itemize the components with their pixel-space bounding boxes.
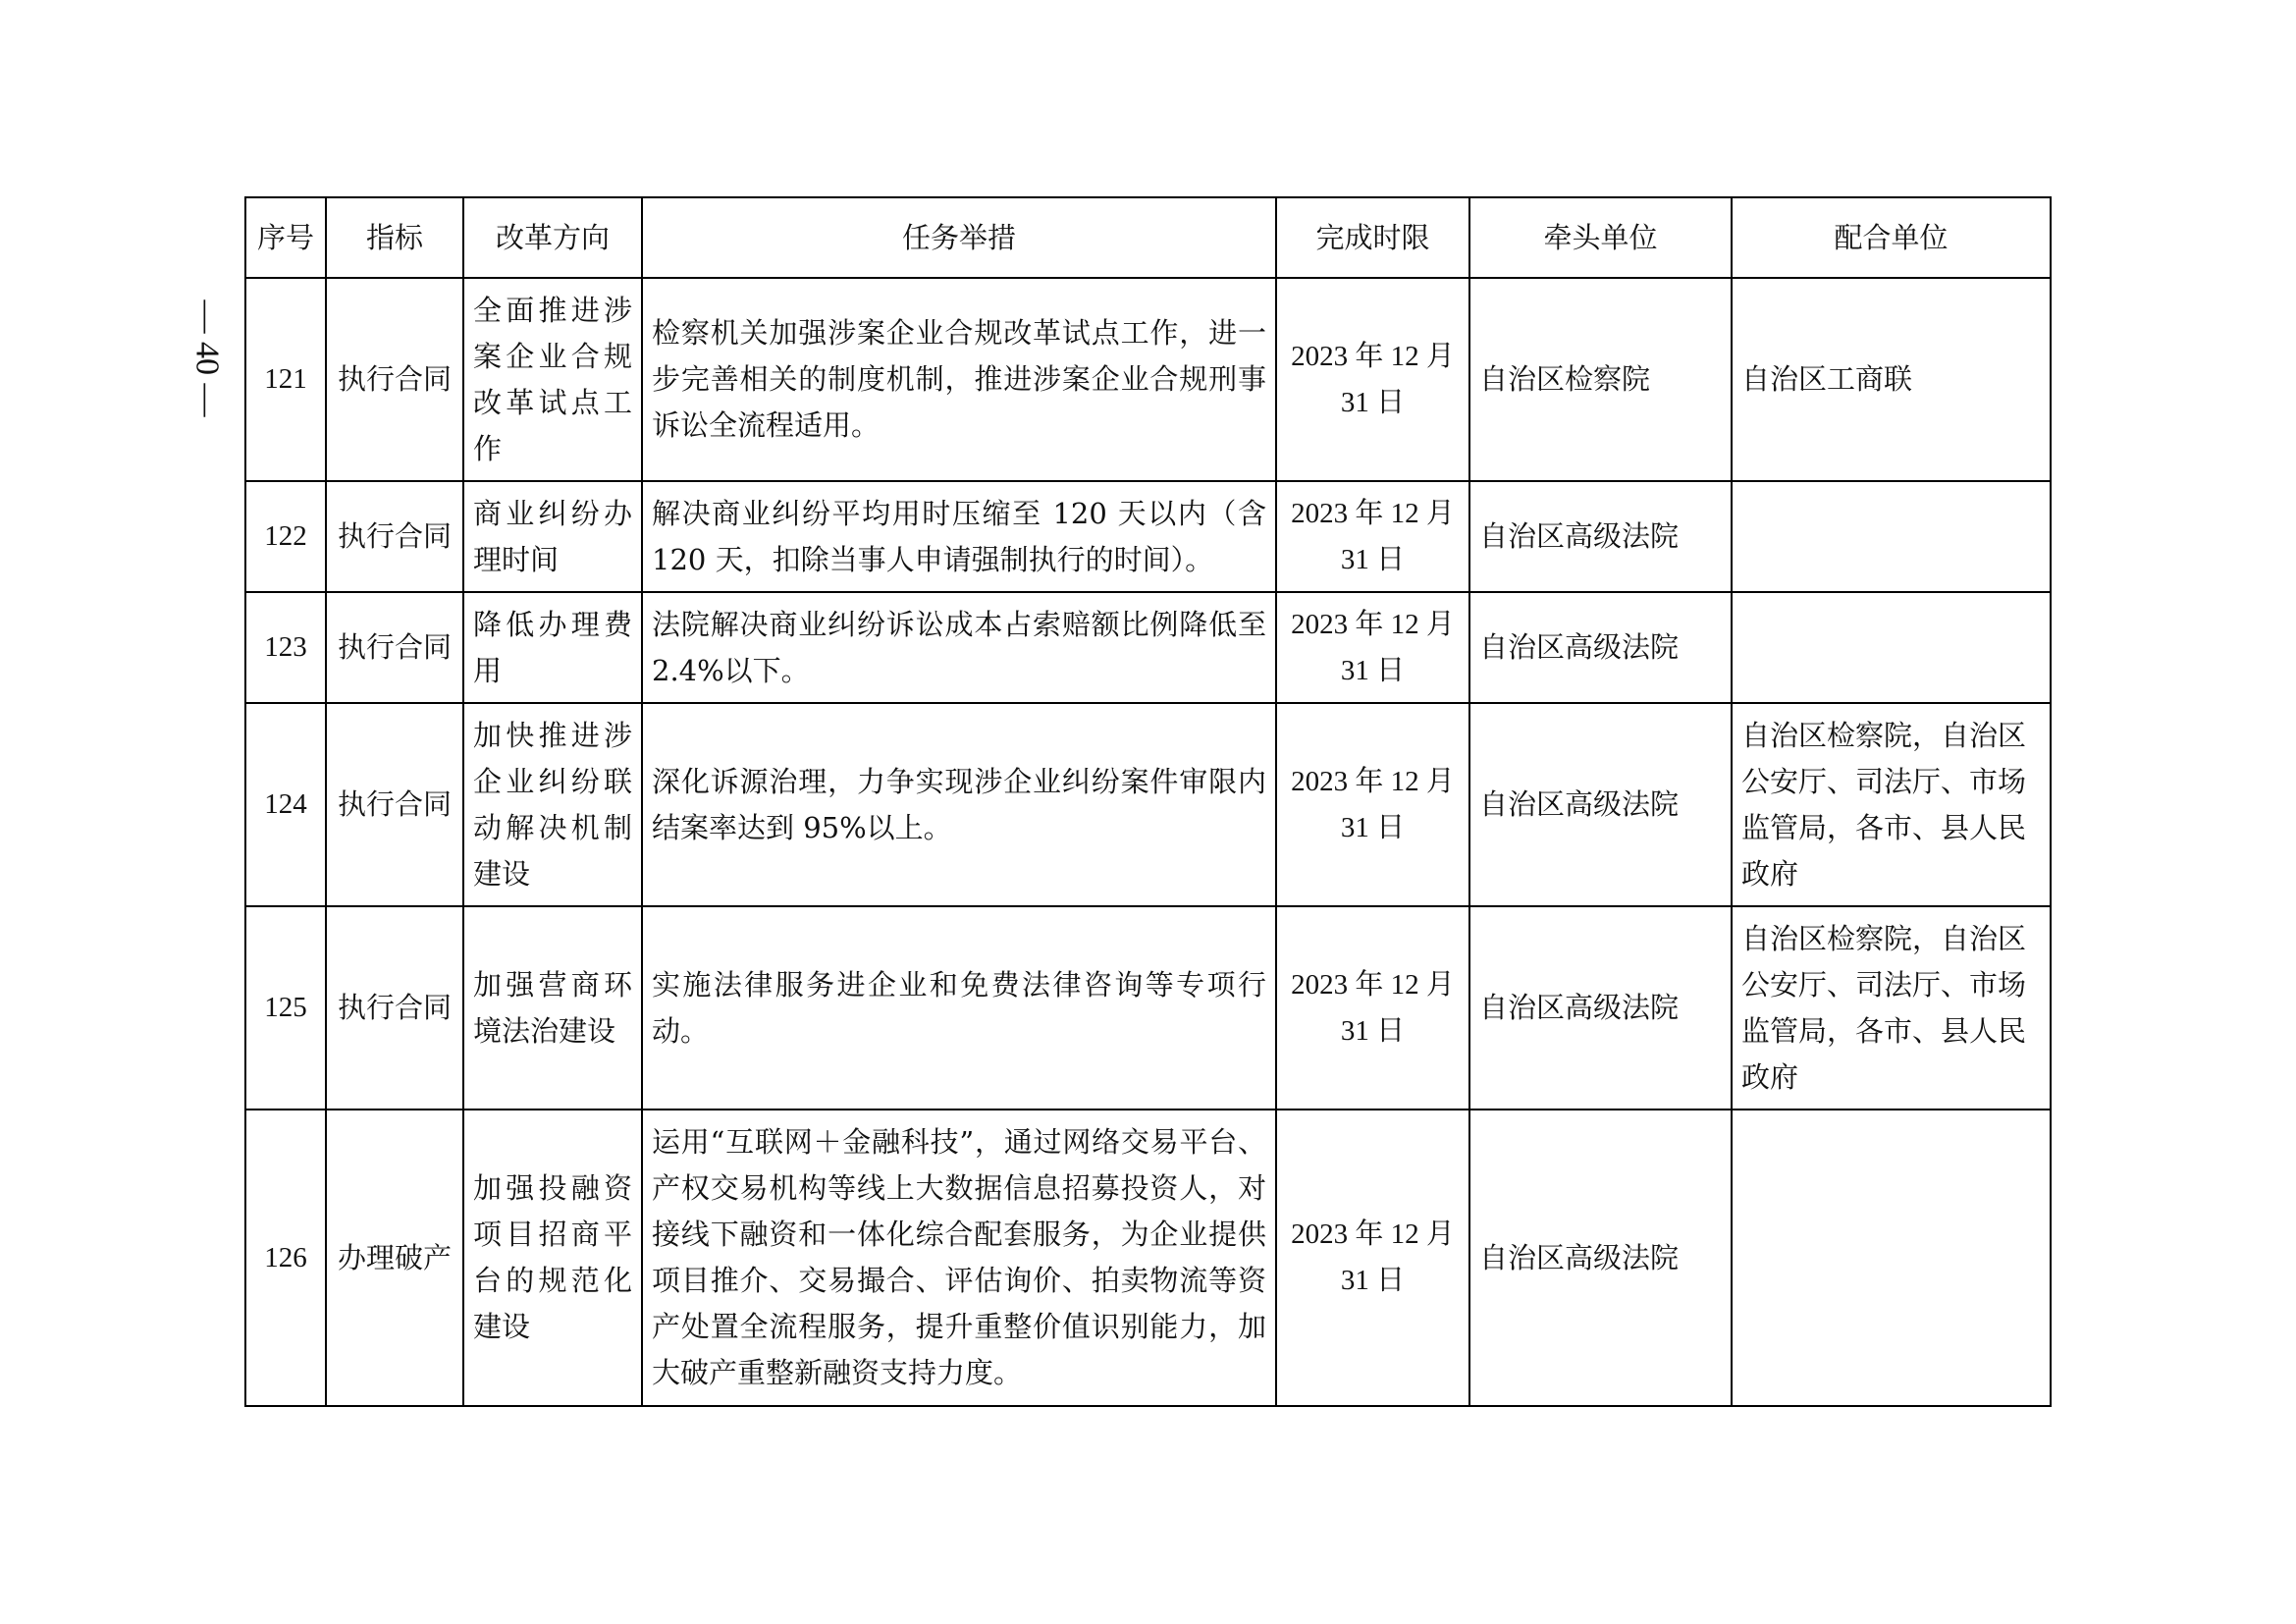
table-row (245, 592, 2051, 703)
cell-task: 检察机关加强涉案企业合规改革试点工作，进一步完善相关的制度机制，推进涉案企业合规刑事诉讼全流程适用。 (642, 278, 1276, 481)
header-cooperate: 配合单位 (1732, 197, 2051, 278)
cell-num: 126 (245, 1110, 326, 1406)
header-lead: 牵头单位 (1469, 197, 1732, 278)
cell-indicator: 执行合同 (326, 906, 463, 1110)
cell-lead: 自治区高级法院 (1469, 592, 1732, 703)
cell-direction: 全面推进涉案企业合规改革试点工作 (463, 278, 642, 481)
table-row (245, 703, 2051, 906)
table-header-row (245, 197, 2051, 278)
cell-num: 123 (245, 592, 326, 703)
cell-cooperate (1732, 592, 2051, 703)
cell-cooperate: 自治区工商联 (1732, 278, 2051, 481)
cell-cooperate (1732, 1110, 2051, 1406)
cell-task: 实施法律服务进企业和免费法律咨询等专项行动。 (642, 906, 1276, 1110)
cell-lead: 自治区高级法院 (1469, 481, 1732, 592)
cell-num: 122 (245, 481, 326, 592)
cell-deadline: 2023 年 12 月 31 日 (1276, 1110, 1469, 1406)
table-row (245, 278, 2051, 481)
cell-indicator: 执行合同 (326, 481, 463, 592)
page-number-text: — 40 — (188, 299, 225, 417)
cell-direction: 加强营商环境法治建设 (463, 906, 642, 1110)
page-number (177, 295, 236, 422)
cell-task: 法院解决商业纠纷诉讼成本占索赔额比例降低至 2.4%以下。 (642, 592, 1276, 703)
cell-lead: 自治区高级法院 (1469, 703, 1732, 906)
cell-indicator: 办理破产 (326, 1110, 463, 1406)
cell-direction: 加强投融资项目招商平台的规范化建设 (463, 1110, 642, 1406)
cell-task: 深化诉源治理，力争实现涉企业纠纷案件审限内结案率达到 95%以上。 (642, 703, 1276, 906)
cell-direction: 降低办理费用 (463, 592, 642, 703)
cell-lead: 自治区高级法院 (1469, 1110, 1732, 1406)
header-deadline: 完成时限 (1276, 197, 1469, 278)
cell-direction: 加快推进涉企业纠纷联动解决机制建设 (463, 703, 642, 906)
header-direction: 改革方向 (463, 197, 642, 278)
table-row (245, 1110, 2051, 1406)
cell-num: 125 (245, 906, 326, 1110)
cell-direction: 商业纠纷办理时间 (463, 481, 642, 592)
cell-cooperate: 自治区检察院，自治区公安厅、司法厅、市场监管局，各市、县人民政府 (1732, 906, 2051, 1110)
cell-num: 121 (245, 278, 326, 481)
cell-cooperate (1732, 481, 2051, 592)
reform-task-table (244, 196, 2052, 1407)
cell-indicator: 执行合同 (326, 592, 463, 703)
table-row (245, 481, 2051, 592)
cell-lead: 自治区检察院 (1469, 278, 1732, 481)
cell-deadline: 2023 年 12 月 31 日 (1276, 481, 1469, 592)
cell-deadline: 2023 年 12 月 31 日 (1276, 278, 1469, 481)
header-task: 任务举措 (642, 197, 1276, 278)
cell-cooperate: 自治区检察院，自治区公安厅、司法厅、市场监管局，各市、县人民政府 (1732, 703, 2051, 906)
cell-deadline: 2023 年 12 月 31 日 (1276, 592, 1469, 703)
cell-task: 运用“互联网＋金融科技”，通过网络交易平台、产权交易机构等线上大数据信息招募投资人，对接线下融资和一体化综合配套服务，为企业提供项目推介、交易撮合、评估询价、拍卖物流等资产处置全流程服务，提升重整价值识别能力，加大破产重整新融资支持力度。 (642, 1110, 1276, 1406)
cell-indicator: 执行合同 (326, 703, 463, 906)
cell-task: 解决商业纠纷平均用时压缩至 120 天以内（含 120 天，扣除当事人申请强制执行的时间）。 (642, 481, 1276, 592)
cell-indicator: 执行合同 (326, 278, 463, 481)
cell-num: 124 (245, 703, 326, 906)
cell-deadline: 2023 年 12 月 31 日 (1276, 906, 1469, 1110)
cell-lead: 自治区高级法院 (1469, 906, 1732, 1110)
cell-deadline: 2023 年 12 月 31 日 (1276, 703, 1469, 906)
table-row (245, 906, 2051, 1110)
header-num: 序号 (245, 197, 326, 278)
header-indicator: 指标 (326, 197, 463, 278)
